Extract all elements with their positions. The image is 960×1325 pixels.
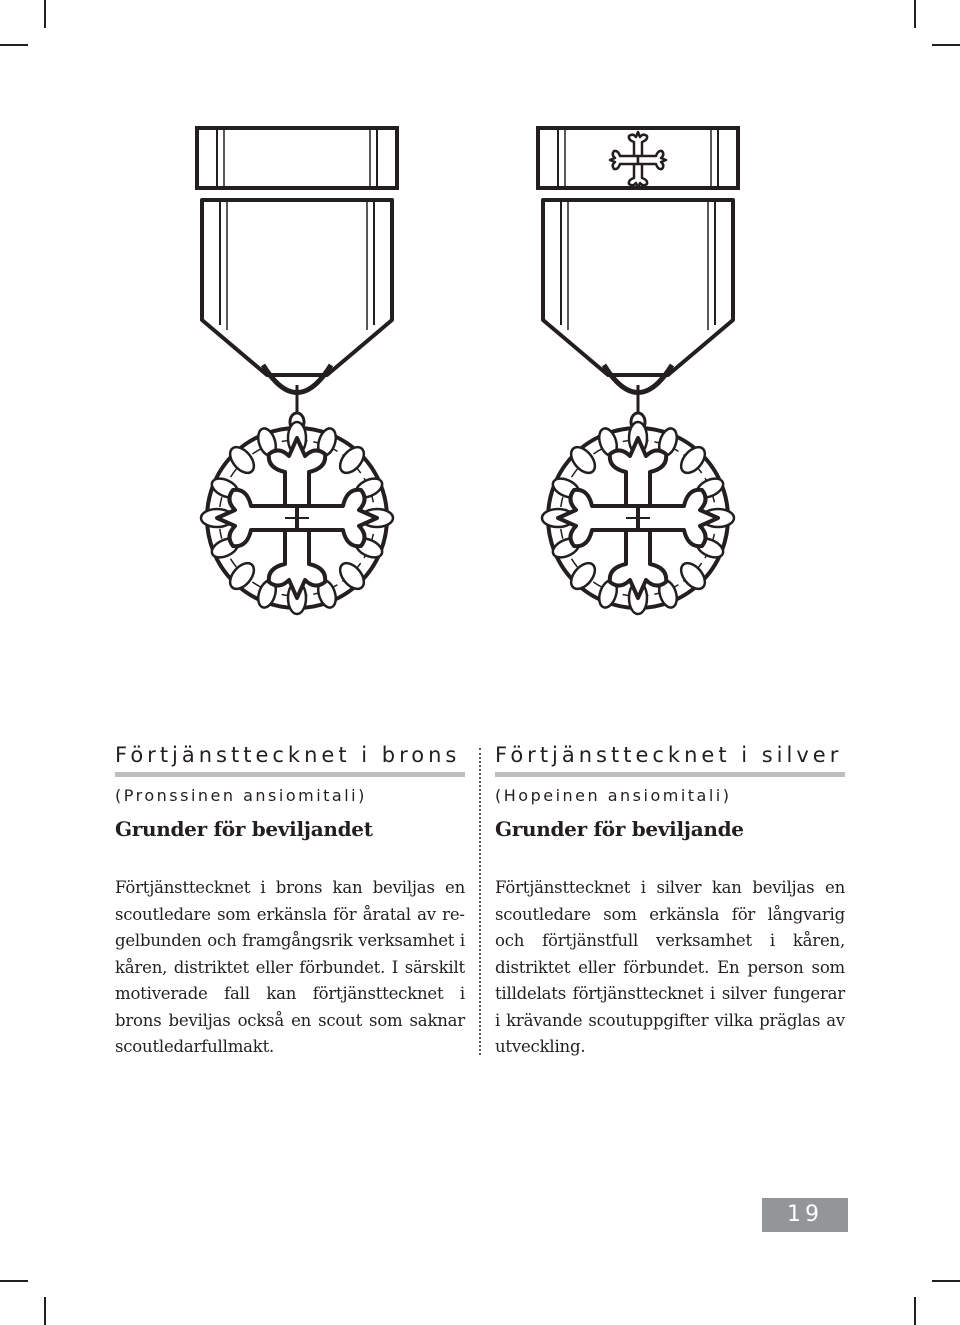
silver-medal-illustration <box>528 120 748 620</box>
crop-mark <box>44 1297 46 1325</box>
title-rule <box>115 772 465 777</box>
section-subtitle: (Hopeinen ansiomitali) <box>495 786 732 805</box>
column-divider <box>479 748 481 1055</box>
section-title: Förtjänsttecknet i brons <box>115 743 461 767</box>
crop-mark <box>914 1297 916 1325</box>
crop-mark <box>0 1280 28 1282</box>
grounds-heading: Grunder för beviljandet <box>115 817 373 841</box>
silver-section <box>495 740 845 1077</box>
bronze-section <box>115 740 465 1077</box>
crop-mark <box>932 1280 960 1282</box>
crop-mark <box>44 0 46 28</box>
bronze-medal-illustration <box>187 120 407 620</box>
section-subtitle: (Pronssinen ansiomitali) <box>115 786 367 805</box>
section-title: Förtjänsttecknet i silver <box>495 743 843 767</box>
section-body: Förtjänsttecknet i silver kan beviljas en scoutledare som erkänsla för långvarig och förtjänstfull verksamhet i kåren, distriktet eller förbundet. En person som tilldelats förtjänsttecknet i silver fungerar i krävande scoutuppgifter vilka präglas av utveckling. <box>495 878 845 1056</box>
grounds-heading: Grunder för beviljande <box>495 817 744 841</box>
section-body: Förtjänsttecknet i brons kan beviljas en scoutledare som erkänsla för åratal av regelbunden och framgångsrik verksamhet i kåren, distriktet eller förbundet. I särskilt motiverade fall kan förtjänsttecknet i brons beviljas också en scout som saknar scoutledarfullmakt. <box>115 878 465 1056</box>
title-rule <box>495 772 845 777</box>
crop-mark <box>0 44 28 46</box>
crop-mark <box>914 0 916 28</box>
page-number: 19 <box>762 1198 848 1232</box>
crop-mark <box>932 44 960 46</box>
